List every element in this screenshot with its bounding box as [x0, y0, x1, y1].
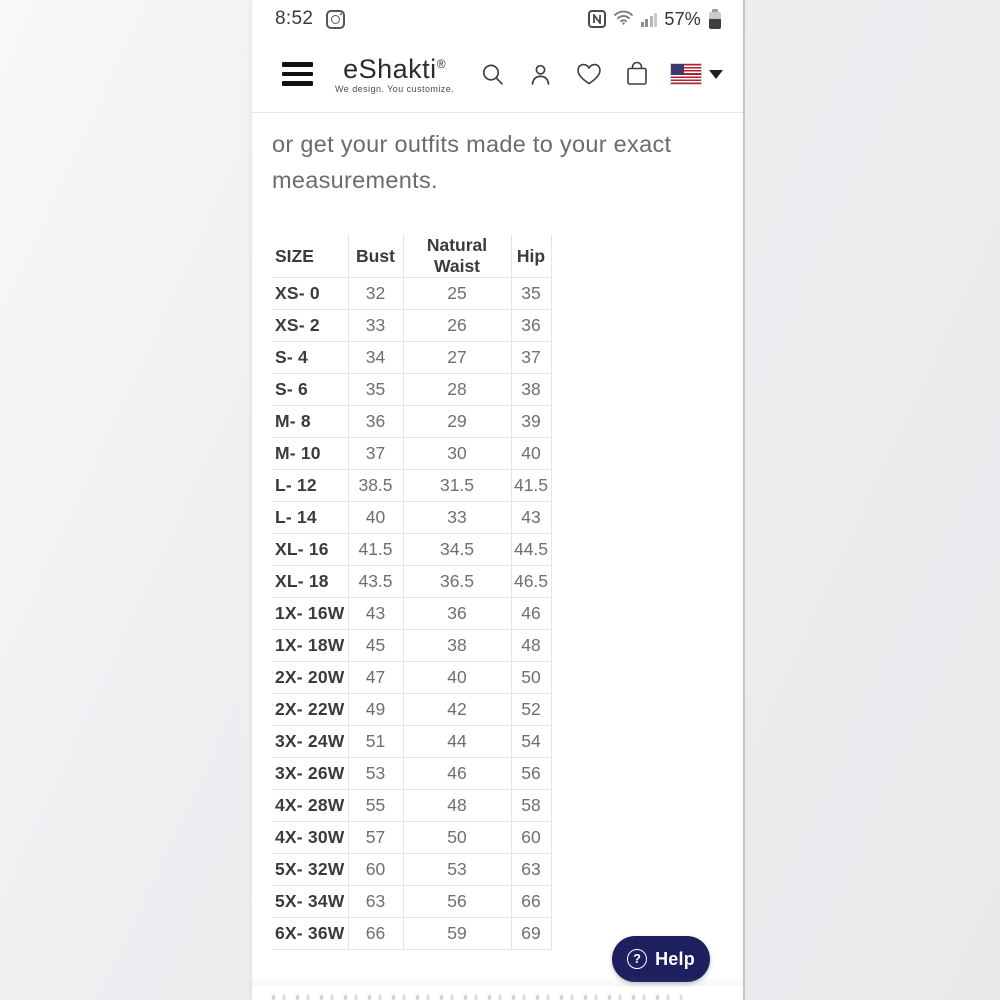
measurement-cell: 33 — [403, 502, 511, 534]
question-mark-icon: ? — [627, 949, 647, 969]
table-row — [272, 438, 551, 470]
measurement-cell: 55 — [348, 790, 403, 822]
measurement-cell: 32 — [348, 278, 403, 310]
measurement-cell: 36 — [348, 406, 403, 438]
size-cell: 6X- 36W — [272, 918, 348, 950]
size-cell: 4X- 28W — [272, 790, 348, 822]
clock-time: 8:52 — [275, 8, 314, 29]
search-icon[interactable] — [479, 61, 506, 88]
size-cell: XS- 0 — [272, 278, 348, 310]
measurement-cell: 44 — [403, 726, 511, 758]
measurement-cell: 38 — [511, 374, 551, 406]
table-row — [272, 854, 551, 886]
measurement-cell: 69 — [511, 918, 551, 950]
battery-fill — [709, 19, 721, 29]
size-cell: 3X- 26W — [272, 758, 348, 790]
measurement-cell: 36 — [403, 598, 511, 630]
table-row — [272, 822, 551, 854]
table-row — [272, 726, 551, 758]
measurement-cell: 66 — [348, 918, 403, 950]
clipped-bottom-text-line — [272, 993, 682, 1000]
column-header-waist: Natural Waist — [403, 235, 511, 278]
table-row — [272, 694, 551, 726]
measurement-cell: 28 — [403, 374, 511, 406]
measurement-cell: 52 — [511, 694, 551, 726]
measurement-cell: 41.5 — [348, 534, 403, 566]
nfc-icon — [588, 10, 606, 28]
phone-content-column — [252, 0, 745, 1000]
measurement-cell: 66 — [511, 886, 551, 918]
table-row — [272, 566, 551, 598]
measurement-cell: 44.5 — [511, 534, 551, 566]
table-row — [272, 598, 551, 630]
size-cell: 1X- 16W — [272, 598, 348, 630]
measurement-cell: 46 — [511, 598, 551, 630]
measurement-cell: 46.5 — [511, 566, 551, 598]
measurement-cell: 34 — [348, 342, 403, 374]
size-cell: 2X- 20W — [272, 662, 348, 694]
size-cell: 5X- 34W — [272, 886, 348, 918]
measurement-cell: 29 — [403, 406, 511, 438]
measurement-cell: 60 — [511, 822, 551, 854]
measurement-cell: 53 — [403, 854, 511, 886]
country-selector[interactable] — [671, 64, 723, 84]
table-row — [272, 918, 551, 950]
instagram-notification-icon — [326, 10, 345, 29]
nav-icons — [479, 60, 723, 88]
brand-tagline: We design. You customize. — [335, 84, 455, 94]
status-icons — [588, 9, 721, 30]
brand-logo[interactable] — [335, 54, 454, 94]
size-cell: XS- 2 — [272, 310, 348, 342]
measurement-cell: 40 — [511, 438, 551, 470]
measurement-cell: 36.5 — [403, 566, 511, 598]
table-row — [272, 886, 551, 918]
signal-icon — [641, 12, 658, 27]
measurement-cell: 37 — [511, 342, 551, 374]
intro-text: or get your outfits made to your exact measurements. — [272, 131, 672, 193]
table-row — [272, 758, 551, 790]
brand-name: eShakti® — [343, 54, 447, 84]
wifi-icon — [613, 9, 634, 30]
measurement-cell: 58 — [511, 790, 551, 822]
size-cell: 2X- 22W — [272, 694, 348, 726]
measurement-cell: 35 — [348, 374, 403, 406]
measurement-cell: 63 — [511, 854, 551, 886]
table-row — [272, 502, 551, 534]
measurement-cell: 36 — [511, 310, 551, 342]
column-header-hip: Hip — [511, 235, 551, 278]
measurement-cell: 47 — [348, 662, 403, 694]
table-row — [272, 470, 551, 502]
measurement-cell: 54 — [511, 726, 551, 758]
table-row — [272, 662, 551, 694]
measurement-cell: 31.5 — [403, 470, 511, 502]
table-row — [272, 310, 551, 342]
measurement-cell: 56 — [403, 886, 511, 918]
measurement-cell: 38.5 — [348, 470, 403, 502]
account-icon[interactable] — [527, 61, 554, 88]
measurement-cell: 43 — [348, 598, 403, 630]
table-row — [272, 630, 551, 662]
measurement-cell: 37 — [348, 438, 403, 470]
table-row — [272, 534, 551, 566]
measurement-cell: 48 — [403, 790, 511, 822]
column-header-bust: Bust — [348, 235, 403, 278]
measurement-cell: 60 — [348, 854, 403, 886]
measurement-cell: 53 — [348, 758, 403, 790]
size-cell: XL- 16 — [272, 534, 348, 566]
size-cell: L- 12 — [272, 470, 348, 502]
size-cell: 4X- 30W — [272, 822, 348, 854]
size-table-body — [272, 278, 551, 950]
measurement-cell: 40 — [348, 502, 403, 534]
measurement-cell: 33 — [348, 310, 403, 342]
table-row — [272, 790, 551, 822]
measurement-cell: 39 — [511, 406, 551, 438]
measurement-cell: 25 — [403, 278, 511, 310]
size-cell: 1X- 18W — [272, 630, 348, 662]
measurement-cell: 51 — [348, 726, 403, 758]
measurement-cell: 43.5 — [348, 566, 403, 598]
size-cell: 5X- 32W — [272, 854, 348, 886]
registered-mark: ® — [436, 57, 447, 71]
wishlist-heart-icon[interactable] — [575, 61, 603, 87]
chevron-down-icon — [709, 70, 723, 79]
column-header-size: SIZE — [272, 235, 348, 278]
table-header-row — [272, 235, 551, 278]
size-cell: S- 6 — [272, 374, 348, 406]
bottom-fade — [252, 976, 743, 986]
measurement-cell: 45 — [348, 630, 403, 662]
table-row — [272, 342, 551, 374]
measurement-cell: 50 — [403, 822, 511, 854]
measurement-cell: 27 — [403, 342, 511, 374]
table-row — [272, 406, 551, 438]
measurement-cell: 57 — [348, 822, 403, 854]
menu-icon[interactable] — [282, 62, 313, 86]
measurement-cell: 35 — [511, 278, 551, 310]
size-chart-table — [272, 235, 552, 950]
size-cell: M- 10 — [272, 438, 348, 470]
battery-icon — [709, 9, 721, 29]
measurement-cell: 30 — [403, 438, 511, 470]
shopping-bag-icon[interactable] — [624, 60, 650, 88]
measurement-cell: 41.5 — [511, 470, 551, 502]
measurement-cell: 59 — [403, 918, 511, 950]
size-cell: 3X- 24W — [272, 726, 348, 758]
measurement-cell: 63 — [348, 886, 403, 918]
battery-percent: 57% — [664, 8, 701, 29]
measurement-cell: 42 — [403, 694, 511, 726]
measurement-cell: 46 — [403, 758, 511, 790]
size-cell: L- 14 — [272, 502, 348, 534]
size-cell: M- 8 — [272, 406, 348, 438]
measurement-cell: 34.5 — [403, 534, 511, 566]
measurement-cell: 56 — [511, 758, 551, 790]
us-flag-icon — [671, 64, 701, 84]
measurement-cell: 43 — [511, 502, 551, 534]
measurement-cell: 49 — [348, 694, 403, 726]
table-row — [272, 278, 551, 310]
status-bar — [252, 0, 743, 36]
measurement-cell: 38 — [403, 630, 511, 662]
size-cell: S- 4 — [272, 342, 348, 374]
measurement-cell: 50 — [511, 662, 551, 694]
measurement-cell: 40 — [403, 662, 511, 694]
help-button-label: Help — [655, 948, 695, 969]
measurement-cell: 48 — [511, 630, 551, 662]
table-row — [272, 374, 551, 406]
size-cell: XL- 18 — [272, 566, 348, 598]
measurement-cell: 26 — [403, 310, 511, 342]
navbar — [252, 36, 743, 113]
